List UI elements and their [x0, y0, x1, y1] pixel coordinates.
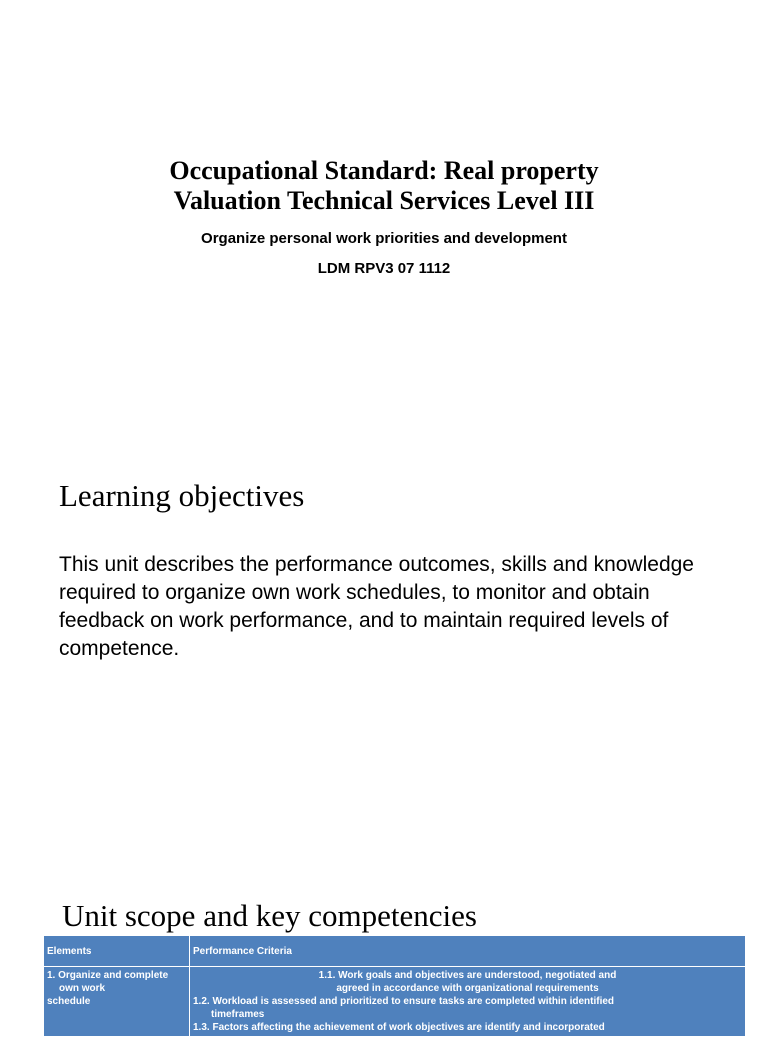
- unit-title: Organize personal work priorities and development: [201, 230, 567, 247]
- title-line-2: Valuation Technical Services Level III: [173, 186, 595, 215]
- criterion-line: 1.3. Factors affecting the achievement of work objectives are identify and incorporated: [193, 1022, 605, 1033]
- document-title: [0, 156, 768, 216]
- criteria-cell: [190, 967, 746, 1037]
- elements-header: Elements: [44, 936, 190, 967]
- element-cell: [44, 967, 190, 1037]
- unit-scope-slide: [0, 890, 768, 1033]
- title-slide: [0, 0, 768, 450]
- title-line-1: Occupational Standard: Real property: [169, 156, 599, 185]
- criterion-line: 1.2. Workload is assessed and prioritized to ensure tasks are completed within identified: [193, 996, 615, 1007]
- unit-scope-heading: Unit scope and key competencies: [62, 898, 477, 933]
- learning-objectives-heading: Learning objectives: [59, 478, 305, 513]
- criterion-line: timeframes: [211, 1009, 265, 1020]
- element-line: schedule: [47, 996, 91, 1007]
- learning-objectives-body: This unit describes the performance outcomes, skills and knowledge required to organize own work schedules, to monitor and obtain feedback on work performance, and to maintain required levels of competence.: [59, 553, 694, 660]
- criterion-line: agreed in accordance with organizational requirements: [336, 983, 599, 994]
- element-line: own work: [59, 983, 106, 994]
- unit-code: LDM RPV3 07 1112: [317, 260, 451, 277]
- table-header-row: [44, 936, 746, 967]
- element-line: 1. Organize and complete: [47, 970, 169, 981]
- criterion-line: 1.1. Work goals and objectives are understood, negotiated and: [318, 970, 617, 981]
- table-row: [44, 967, 746, 1037]
- learning-objectives-slide: [0, 450, 768, 890]
- competency-table: [43, 935, 746, 1037]
- performance-criteria-header: Performance Criteria: [190, 936, 746, 967]
